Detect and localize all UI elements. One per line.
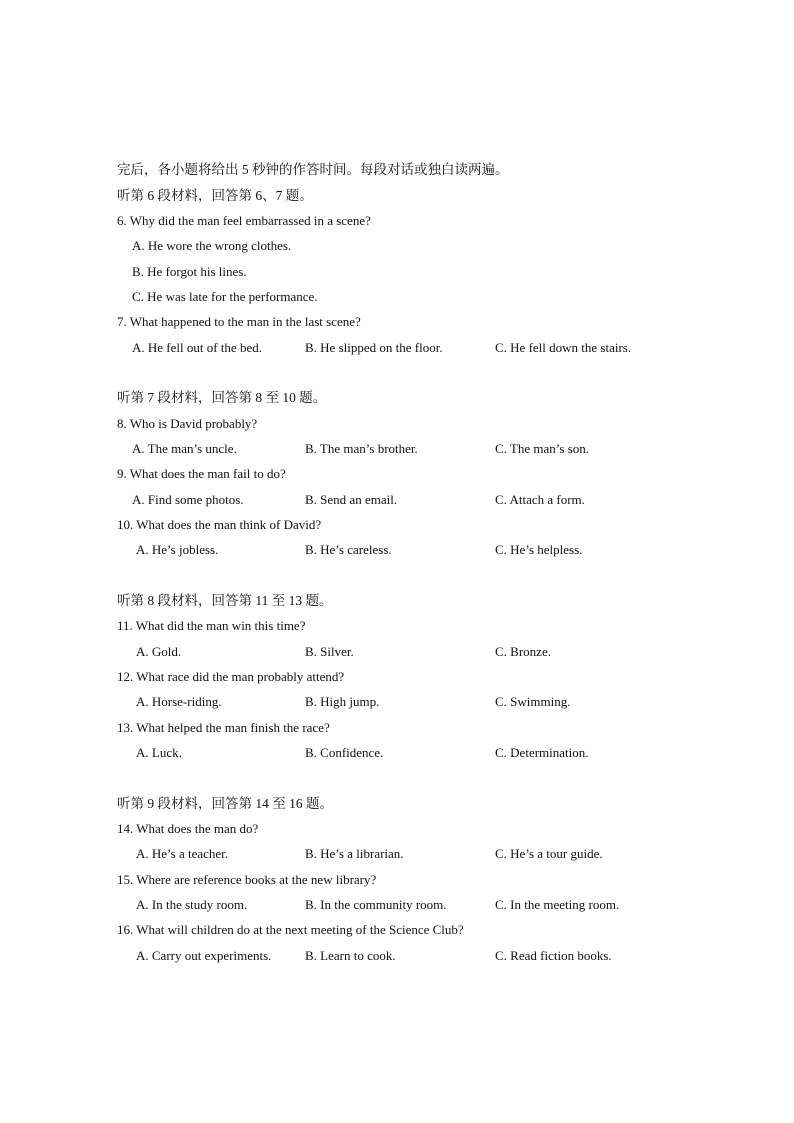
option-14-c: C. He’s a tour guide. — [495, 846, 603, 861]
section-heading: 听第 9 段材料，回答第 14 至 16 题。 — [117, 796, 333, 811]
question-7: 7. What happened to the man in the last scene? — [117, 314, 361, 329]
option-6-b: B. He forgot his lines. — [132, 264, 247, 279]
option-10-b: B. He’s careless. — [305, 542, 392, 557]
option-10-a: A. He’s jobless. — [136, 542, 219, 557]
instruction-text: 完后，各小题将给出 5 秒钟的作答时间。每段对话或独白读两遍。 — [117, 162, 509, 177]
option-14-a: A. He’s a teacher. — [136, 846, 229, 861]
option-9-b: B. Send an email. — [305, 492, 398, 507]
section-heading: 听第 8 段材料，回答第 11 至 13 题。 — [117, 593, 333, 608]
option-16-b: B. Learn to cook. — [305, 948, 396, 963]
option-13-a: A. Luck. — [136, 745, 182, 760]
option-9-a: A. Find some photos. — [132, 492, 244, 507]
option-7-a: A. He fell out of the bed. — [132, 340, 262, 355]
section-heading: 听第 6 段材料，回答第 6、7 题。 — [117, 188, 313, 203]
option-6-a: A. He wore the wrong clothes. — [132, 238, 292, 253]
question-9: 9. What does the man fail to do? — [117, 466, 286, 481]
question-14: 14. What does the man do? — [117, 821, 259, 836]
option-15-b: B. In the community room. — [305, 897, 447, 912]
option-14-b: B. He’s a librarian. — [305, 846, 404, 861]
option-13-b: B. Confidence. — [305, 745, 384, 760]
option-11-c: C. Bronze. — [495, 644, 551, 659]
question-11: 11. What did the man win this time? — [117, 618, 306, 633]
option-6-c: C. He was late for the performance. — [132, 289, 318, 304]
question-10: 10. What does the man think of David? — [117, 517, 322, 532]
option-16-c: C. Read fiction books. — [495, 948, 612, 963]
question-12: 12. What race did the man probably attend? — [117, 669, 345, 684]
option-15-c: C. In the meeting room. — [495, 897, 620, 912]
option-11-b: B. Silver. — [305, 644, 354, 659]
option-9-c: C. Attach a form. — [495, 492, 585, 507]
option-11-a: A. Gold. — [136, 644, 182, 659]
option-7-b: B. He slipped on the floor. — [305, 340, 443, 355]
question-8: 8. Who is David probably? — [117, 416, 258, 431]
option-8-b: B. The man’s brother. — [305, 441, 418, 456]
option-12-a: A. Horse-riding. — [136, 694, 222, 709]
option-15-a: A. In the study room. — [136, 897, 248, 912]
option-12-c: C. Swimming. — [495, 694, 571, 709]
question-13: 13. What helped the man finish the race? — [117, 720, 330, 735]
section-heading: 听第 7 段材料，回答第 8 至 10 题。 — [117, 390, 327, 405]
option-13-c: C. Determination. — [495, 745, 589, 760]
question-16: 16. What will children do at the next meeting of the Science Club? — [117, 922, 464, 937]
question-15: 15. Where are reference books at the new library? — [117, 872, 377, 887]
option-8-c: C. The man’s son. — [495, 441, 590, 456]
option-12-b: B. High jump. — [305, 694, 380, 709]
option-7-c: C. He fell down the stairs. — [495, 340, 632, 355]
option-8-a: A. The man’s uncle. — [132, 441, 237, 456]
option-10-c: C. He’s helpless. — [495, 542, 583, 557]
option-16-a: A. Carry out experiments. — [136, 948, 272, 963]
question-6: 6. Why did the man feel embarrassed in a scene? — [117, 213, 371, 228]
